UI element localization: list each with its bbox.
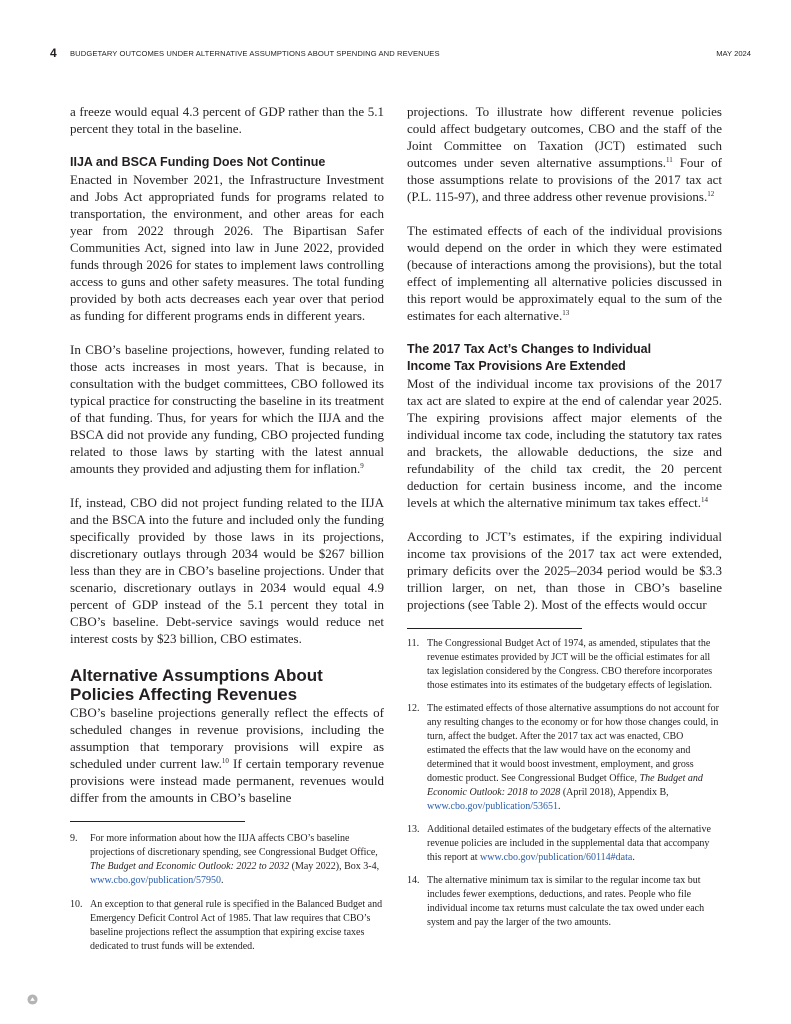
footnote-ref-9[interactable]: 9 [360,462,364,470]
footnote-number: 12. [407,703,420,714]
heading-line: Policies Affecting Revenues [70,685,298,704]
paragraph: Enacted in November 2021, the Infrastructure Investment and Jobs Act appropriated funds for programs related to transportation, the environment, and other areas for each year from 2022 through 2026. The Bipartisan Safer Communities Act, signed into law in June 2022, provided funds through 2026 for states to implement laws controlling access to guns and other safety measures. The total funding provided by both acts decreases each year over that period as funding for different programs ends in different years. [70,172,384,323]
heading-line: The 2017 Tax Act’s Changes to Individual [407,342,652,356]
heading-line: Alternative Assumptions About [70,666,323,685]
heading-line: Income Tax Provisions Are Extended [407,359,626,373]
paragraph: If, instead, CBO did not project funding related to the IIJA and the BSCA into the future and included only the funding specifically provided by those laws in its projections, discretionary outlays through 2034 would be $267 billion less than they are in CBO’s baseline projections. Under that scenario, discretionary outlays in 2034 would equal 4.9 percent of GDP instead of the 5.1 percent they total in CBO’s baseline. Debt-service savings would reduce net interest costs by $23 billion, CBO estimates. [70,495,384,646]
footnote-link[interactable]: www.cbo.gov/publication/60114#data [480,852,633,863]
footnote-number: 9. [70,833,78,844]
footnote-ref-13[interactable]: 13 [562,309,570,317]
paragraph-text: In CBO’s baseline projections, however, funding related to those acts increases in most years. That is because, in consultation with the budget committees, CBO followed its typical practice for constructing the baseline in its treatment of that funding. Thus, for years for which the IIJA and the BSCA did not provide any funding, CBO projected funding related to those laws by starting with the latest annual amounts they provided and adjusting them for inflation. [70,342,384,476]
footnote-ref-11[interactable]: 11 [666,156,673,164]
footnote-text: . [558,801,561,812]
paragraph: a freeze would equal 4.3 percent of GDP rather than the 5.1 percent they total in the baseline. [70,104,384,136]
report-title: BUDGETARY OUTCOMES UNDER ALTERNATIVE ASSUMPTIONS ABOUT SPENDING AND REVENUES [70,49,440,58]
footnote-11 [407,637,722,693]
footnote-text: For more information about how the IIJA affects CBO’s baseline projections of discretionary spending, see Congressional Budget Office, [90,833,378,858]
paragraph-text: Most of the individual income tax provisions of the 2017 tax act are slated to expire at the end of calendar year 2025. The expiring provisions affect major elements of the individual income tax code, including the statutory tax rates and brackets, the allowable deductions, the size and refundability of the child tax credit, the 20 percent deduction for certain business income, and the income levels at which the alternative minimum tax takes effect. [407,376,722,510]
cited-title: The Budget and Economic Outlook: 2018 to 2028 [427,773,703,798]
paragraph-text: The estimated effects of each of the individual provisions would depend on the order in which they were estimated (because of interactions among the provisions), but the total effect of implementing all alternative policies discussed in this report would be approximately equal to the sum of the estimates for each alternative. [407,223,722,323]
footnote-text: The Congressional Budget Act of 1974, as amended, stipulates that the revenue estimates provided by JCT will be the official estimates for all tax legislation considered by the Congress. CBO therefore incorporates those estimates into its estimates of the budgetary effects of legislation. [427,638,713,691]
footnote-link[interactable]: www.cbo.gov/publication/53651 [427,801,559,812]
footnote-number: 10. [70,899,83,910]
paragraph-text: If certain temporary revenue provisions were instead made permanent, revenues would differ from the amounts in CBO’s baseline [70,756,384,805]
paragraph-text: CBO’s baseline projections generally reflect the effects of scheduled changes in revenue provisions, including the assumption that temporary provisions will expire as scheduled under current law. [70,705,384,771]
paragraph [407,222,722,324]
footnote-14 [407,874,722,930]
footnote-ref-14[interactable]: 14 [700,496,708,504]
cited-title: The Budget and Economic Outlook: 2022 to 2032 [90,861,290,872]
footnote-ref-12[interactable]: 12 [707,190,715,198]
footnote-link[interactable]: www.cbo.gov/publication/57950 [90,875,222,886]
footnote-9 [70,832,384,888]
section-heading-iija: IIJA and BSCA Funding Does Not Continue [70,155,326,169]
footnote-number: 13. [407,824,420,835]
footnote-text: Additional detailed estimates of the budgetary effects of the alternative revenue policies are included in the supplemental data that accompany this report at [427,824,711,863]
footnote-12 [407,702,722,814]
footnote-text: . [221,875,224,886]
circle-emblem-icon [27,994,38,1005]
left-column [70,103,384,954]
footnote-10 [70,898,384,954]
section-heading-tax-act [407,341,722,375]
section-heading-revenues [70,666,384,704]
paragraph-text: projections. To illustrate how different revenue policies could affect budgetary outcomes, CBO and the staff of the Joint Committee on Taxation (JCT) estimated such outcomes under seven alternative assumptions. [407,104,722,170]
footnote-ref-10[interactable]: 10 [221,757,229,765]
page-number: 4 [50,46,57,60]
footnote-text: (May 2022), Box 3-4, [289,861,380,872]
paragraph [70,704,384,806]
publication-date: MAY 2024 [716,49,751,58]
footnote-text: The alternative minimum tax is similar to the regular income tax but includes fewer exemptions, deductions, and rates. People who file individual income tax returns must calculate the tax owed under each system and pay the larger of the two amounts. [427,875,705,928]
footnote-number: 11. [407,638,420,649]
paragraph-text: Four of those assumptions relate to provisions of the 2017 tax act (P.L. 115-97), and three address other revenue provisions. [407,155,722,204]
footnote-text: An exception to that general rule is specified in the Balanced Budget and Emergency Deficit Control Act of 1985. That law requires that CBO’s baseline projections reflect the assumption that expiring excise taxes dedicated to trust funds will be extended. [90,899,383,952]
footnote-text: . [632,852,635,863]
paragraph: According to JCT’s estimates, if the expiring individual income tax provisions of the 2017 tax act were extended, primary deficits over the 2025–2034 period would be $3.3 trillion larger, on net, than those in CBO’s baseline projections (see Table 2). Most of the effects would occur [407,529,722,612]
paragraph [407,103,722,205]
footnote-text: (April 2018), Appendix B, [560,787,669,798]
footnote-text: The estimated effects of those alternative assumptions do not account for any resulting changes to the economy or for how those changes could, in turn, affect the budget. After the 2017 tax act was enacted, CBO estimated the effects that the law would have on the economy and determined that it would boost investment, employment, and gross domestic product. See Congressional Budget Office, [427,703,719,784]
paragraph [70,341,384,477]
footnote-13 [407,823,722,865]
right-column [407,103,722,930]
footnote-number: 14. [407,875,420,886]
running-header [40,46,751,60]
paragraph [407,375,722,511]
